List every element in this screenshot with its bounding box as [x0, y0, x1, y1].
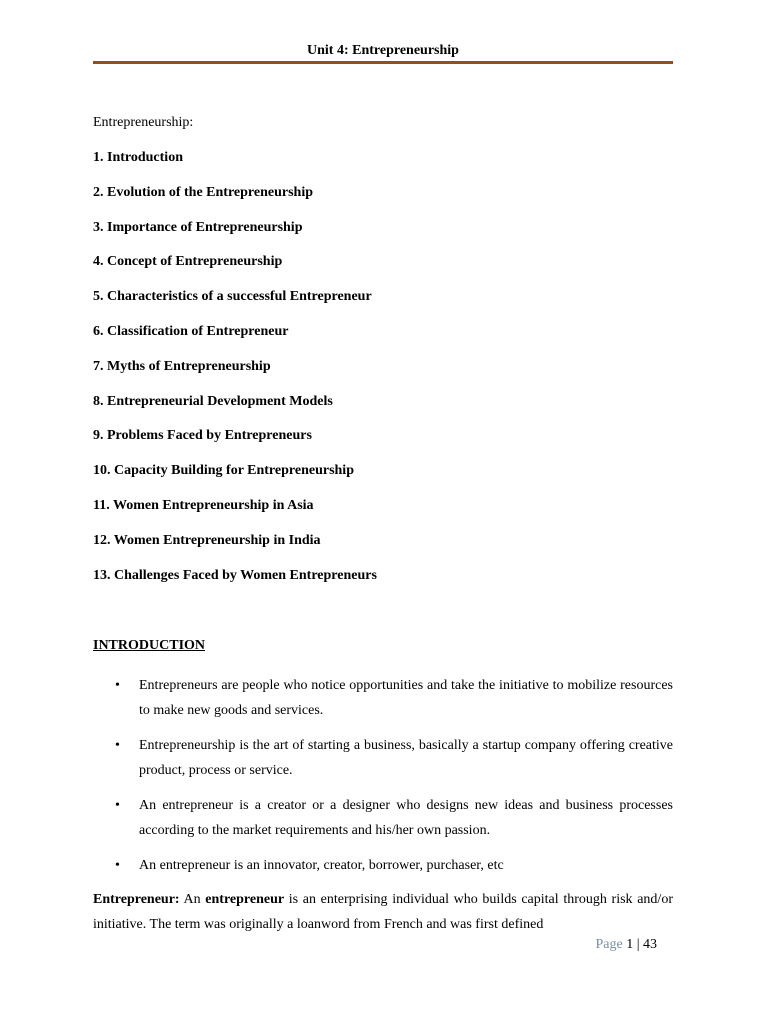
section-heading-introduction: INTRODUCTION — [93, 638, 206, 653]
toc-item: 4. Concept of Entrepreneurship — [93, 254, 283, 270]
bullet-item — [93, 793, 673, 843]
bullet-marker: • — [115, 738, 120, 753]
page-header-title: Unit 4: Entrepreneurship — [307, 43, 459, 58]
bullet-item — [93, 673, 673, 723]
toc-item: 9. Problems Faced by Entrepreneurs — [93, 428, 312, 444]
header-divider — [93, 61, 673, 64]
definition-paragraph — [93, 887, 673, 937]
toc-item: 7. Myths of Entrepreneurship — [93, 358, 271, 374]
toc-item: 1. Introduction — [93, 150, 183, 165]
page-number: 1 — [626, 937, 634, 952]
bullet-marker: • — [115, 798, 120, 813]
bullet-text: An entrepreneur is an innovator, creator, borrower, purchaser, etc — [139, 858, 504, 873]
bullet-marker: • — [115, 858, 120, 873]
toc-item: 3. Importance of Entrepreneurship — [93, 219, 303, 235]
definition-text-b: is an enterprising individual who builds capital through risk and/or initiative. The term was originally a loanword from French and was first defined — [93, 892, 673, 932]
toc-item: 5. Characteristics of a successful Entrepreneur — [93, 289, 372, 305]
toc-item: 8. Entrepreneurial Development Models — [93, 393, 333, 409]
bullet-item — [93, 853, 673, 878]
intro-label: Entrepreneurship: — [93, 115, 194, 130]
total-pages: 43 — [643, 937, 657, 952]
page-footer — [560, 937, 657, 953]
toc-item: 6. Classification of Entrepreneur — [93, 323, 289, 339]
intro-bullet-list — [93, 673, 673, 888]
page-word: Page — [595, 937, 623, 952]
toc-item: 12. Women Entrepreneurship in India — [93, 532, 321, 548]
bullet-text: Entrepreneurs are people who notice opportunities and take the initiative to mobilize resources to make new goods and services. — [139, 678, 673, 718]
definition-term-inline: entrepreneur — [205, 892, 285, 907]
bullet-text: An entrepreneur is a creator or a designer who designs new ideas and business processes according to the market requirements and his/her own passion. — [139, 798, 673, 838]
bullet-marker: • — [115, 678, 120, 693]
toc-item: 11. Women Entrepreneurship in Asia — [93, 497, 314, 513]
toc-item: 10. Capacity Building for Entrepreneurship — [93, 463, 354, 479]
toc-item: 2. Evolution of the Entrepreneurship — [93, 184, 314, 200]
definition-term: Entrepreneur: — [93, 892, 180, 907]
bullet-text: Entrepreneurship is the art of starting a business, basically a startup company offering creative product, process or service. — [139, 738, 673, 778]
bullet-item — [93, 733, 673, 783]
table-of-contents — [93, 150, 377, 602]
definition-text-a: An — [179, 892, 206, 907]
toc-item: 13. Challenges Faced by Women Entrepreneurs — [93, 567, 377, 583]
page-separator: | — [636, 937, 640, 952]
